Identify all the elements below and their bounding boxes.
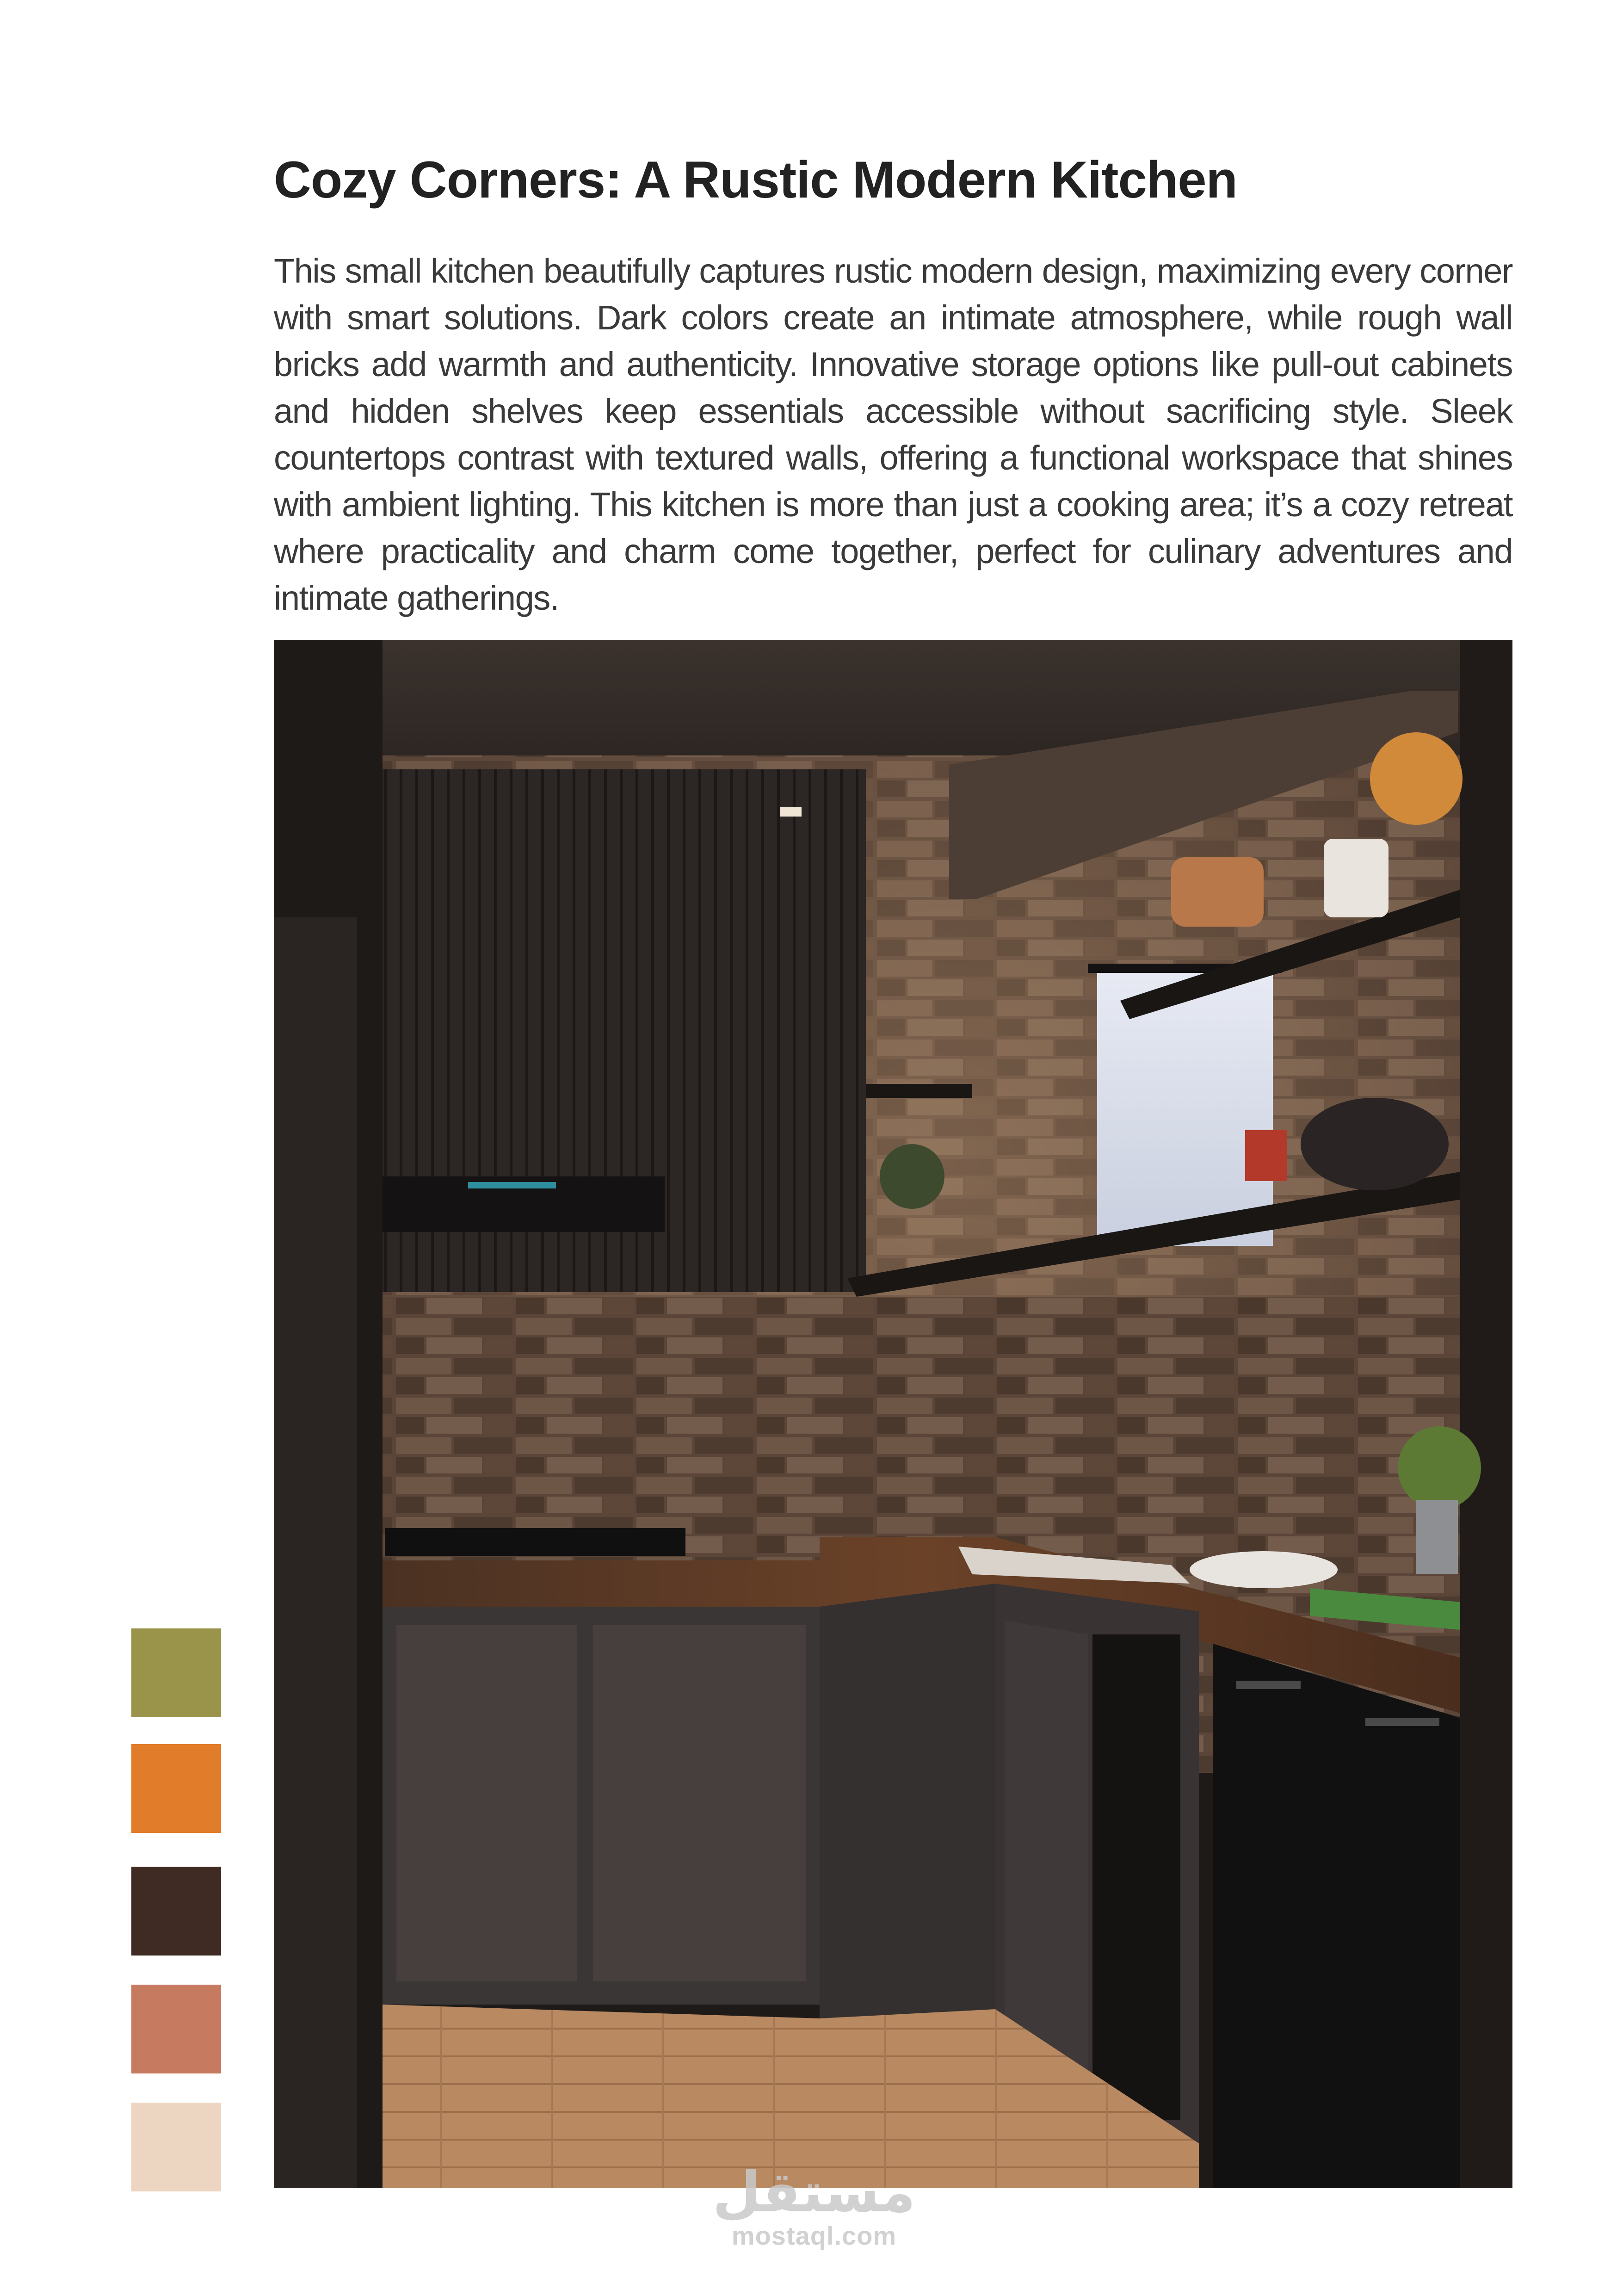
color-swatch-dark-brown xyxy=(131,1867,221,1956)
color-swatch-olive xyxy=(131,1628,221,1717)
watermark-url: mostaql.com xyxy=(731,2221,897,2250)
watermark xyxy=(648,2160,981,2251)
color-swatch-cream xyxy=(131,2103,221,2191)
kitchen-photo xyxy=(274,640,1512,2188)
page-title: Cozy Corners: A Rustic Modern Kitchen xyxy=(274,151,1237,209)
color-swatch-orange xyxy=(131,1744,221,1833)
watermark-logo: مستقل xyxy=(712,2160,916,2225)
article-body: This small kitchen beautifully captures rustic modern design, maximizing every corner with smart solutions. Dark colors create an intimate atmosphere, while rough wall bricks add warmth and authenticity. Innovative storage options like pull-out cabinets and hidden shelves keep essentials accessible without sacrificing style. Sleek countertops contrast with textured walls, offering a functional workspace that shines with ambient lighting. This kitchen is more than just a cooking area; it’s a cozy retreat where practicality and charm come together, perfect for culinary adventures and intimate gatherings. xyxy=(274,252,1512,617)
color-swatch-terracotta xyxy=(131,1985,221,2073)
